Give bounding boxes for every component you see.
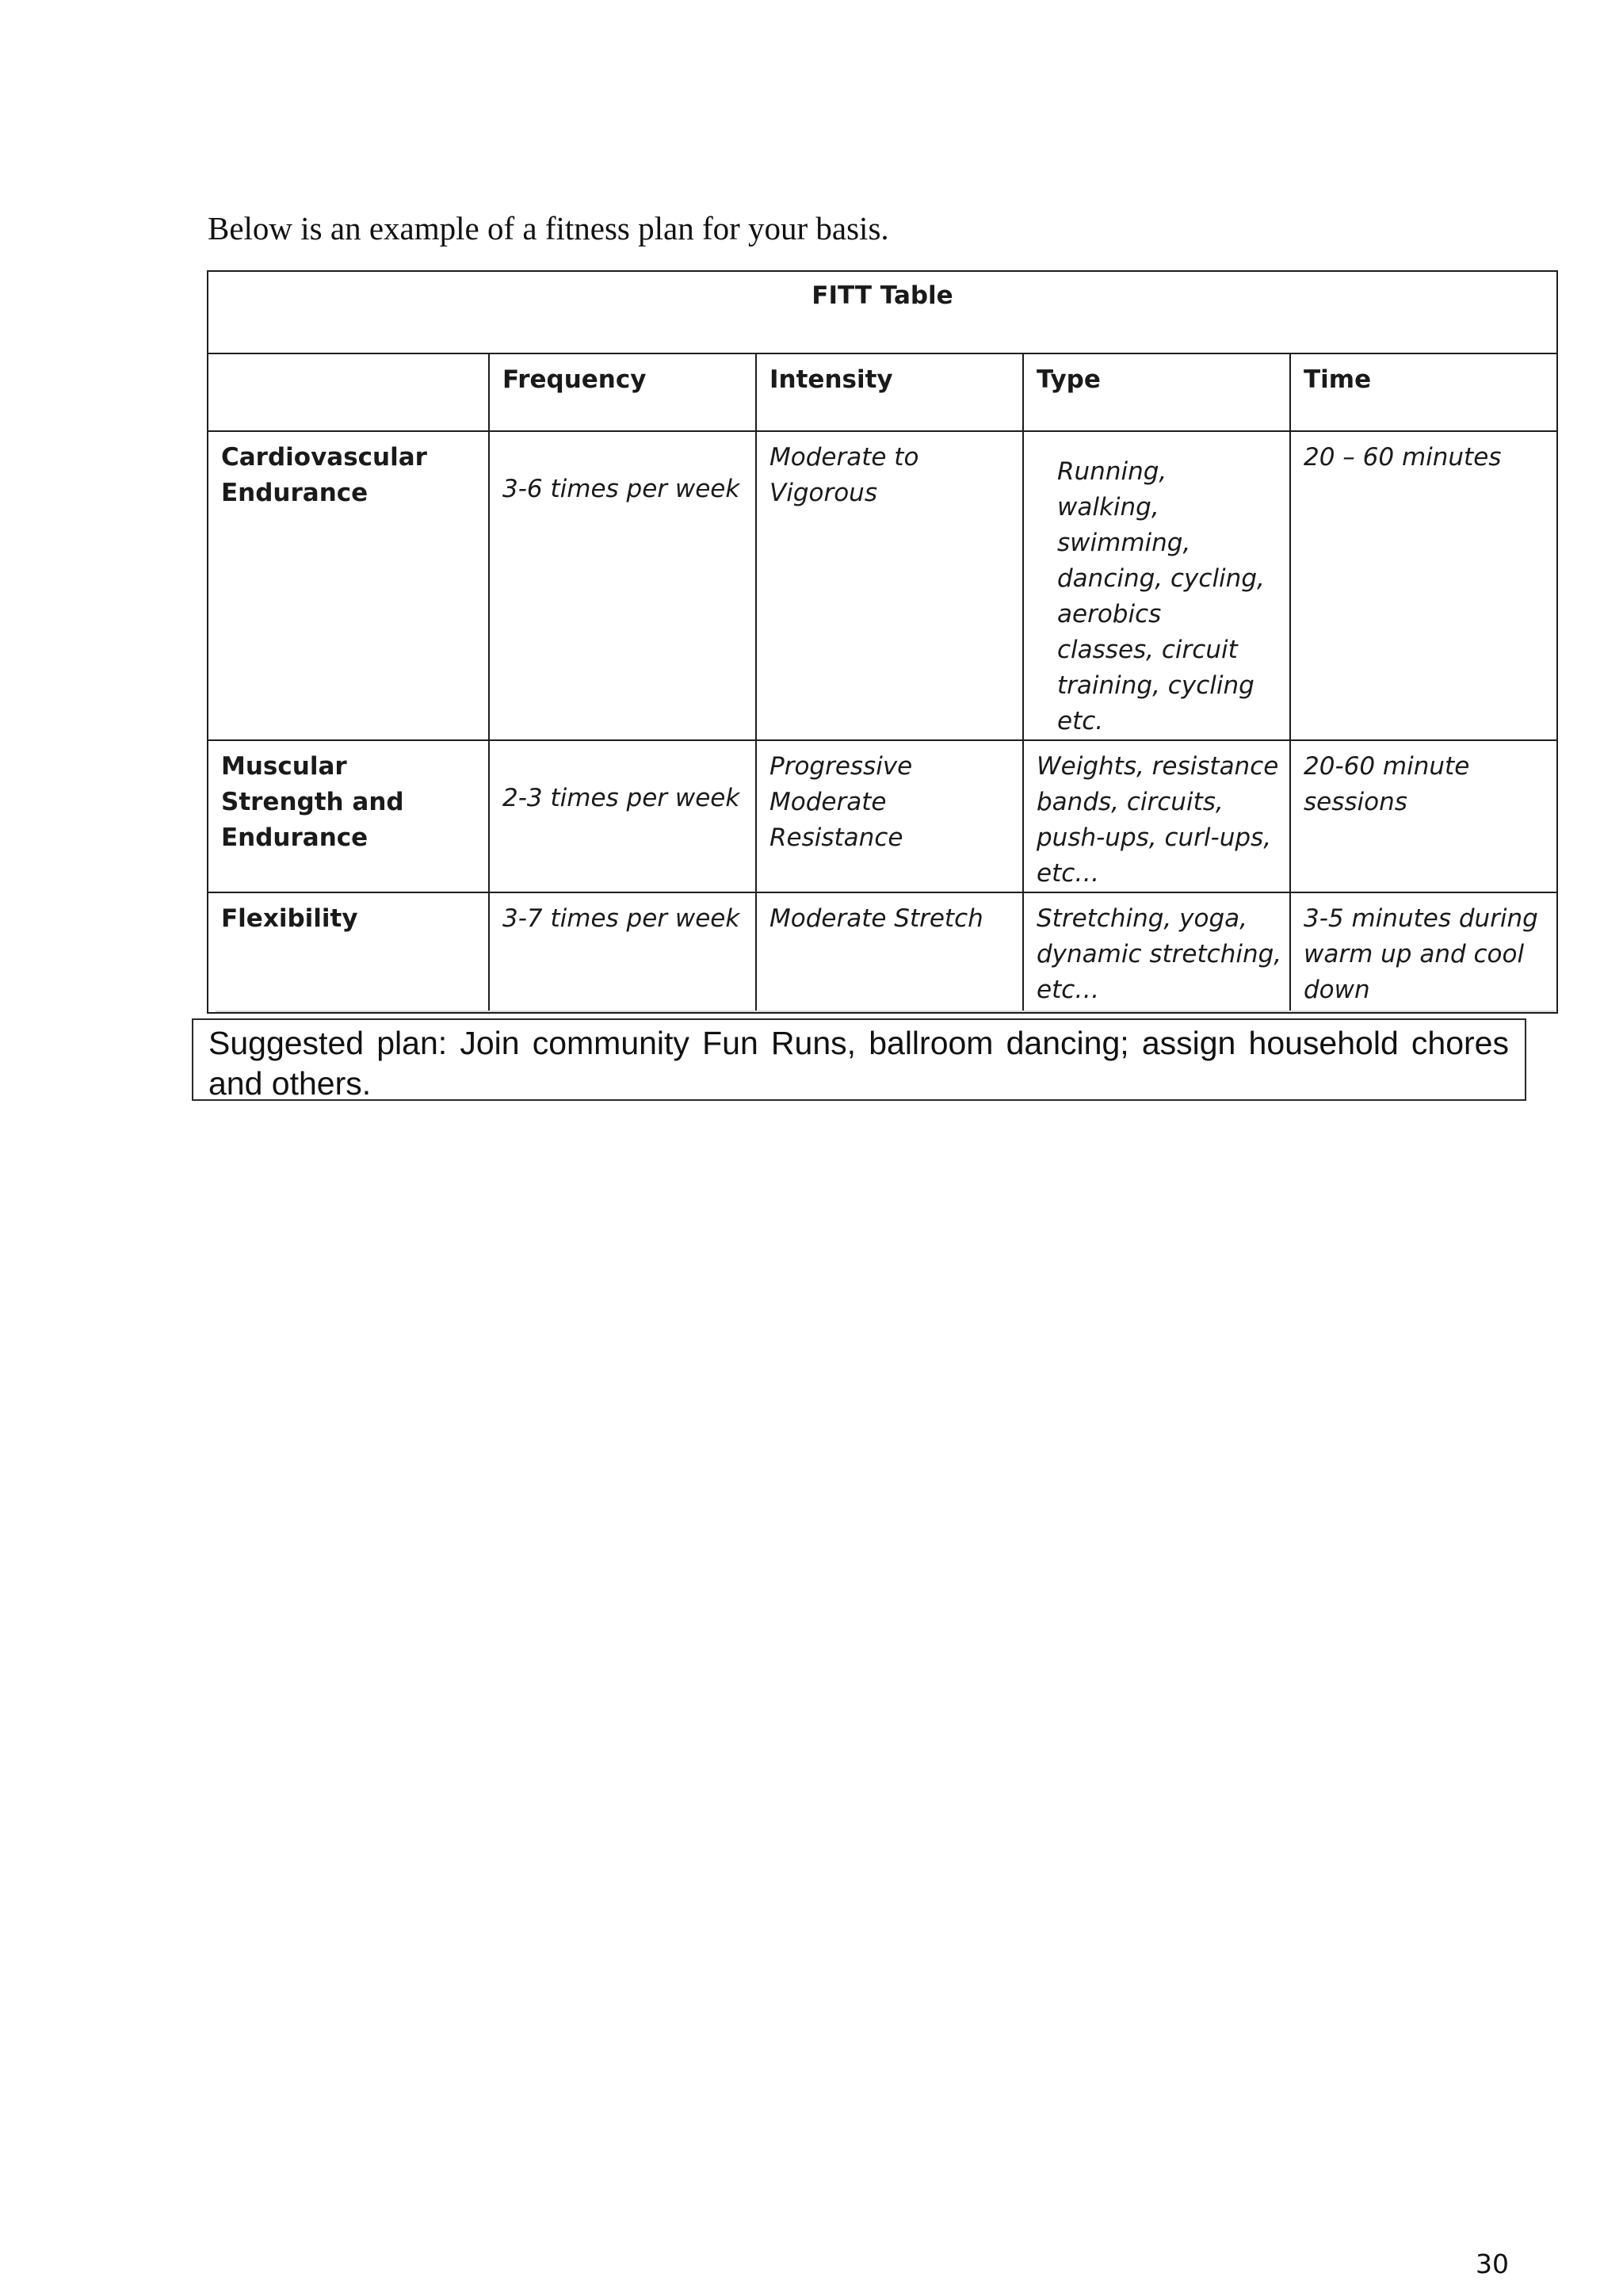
table-row xyxy=(208,431,1557,740)
fitt-table xyxy=(207,270,1558,1014)
table-row xyxy=(208,892,1557,1013)
frequency-cell: 3-7 times per week xyxy=(489,892,756,1013)
time-cell: 20 – 60 minutes xyxy=(1290,431,1557,740)
time-cell: 3-5 minutes during warm up and cool down xyxy=(1290,892,1557,1013)
suggested-plan-box: Suggested plan: Join community Fun Runs, ballroom dancing; assign household chores and others. xyxy=(192,1018,1526,1101)
page-number: 30 xyxy=(1476,2248,1509,2279)
intensity-cell: Progressive Moderate Resistance xyxy=(756,740,1023,892)
intensity-cell: Moderate Stretch xyxy=(756,892,1023,1013)
table-header-row xyxy=(208,353,1557,431)
type-cell: Stretching, yoga, dynamic stretching, etc… xyxy=(1023,892,1290,1013)
header-intensity: Intensity xyxy=(756,353,1023,431)
frequency-cell: 3-6 times per week xyxy=(489,431,756,740)
frequency-cell: 2-3 times per week xyxy=(489,740,756,892)
divider xyxy=(216,1010,1555,1012)
row-label: Flexibility xyxy=(208,892,489,1013)
type-cell: Running, walking, swimming, dancing, cycling, aerobics classes, circuit training, cycling etc. xyxy=(1023,431,1290,740)
intro-text: Below is an example of a fitness plan for your basis. xyxy=(208,210,889,246)
header-empty xyxy=(208,353,489,431)
row-label: Muscular Strength and Endurance xyxy=(208,740,489,892)
intensity-cell: Moderate to Vigorous xyxy=(756,431,1023,740)
row-label: Cardiovascular Endurance xyxy=(208,431,489,740)
time-cell: 20-60 minute sessions xyxy=(1290,740,1557,892)
header-frequency: Frequency xyxy=(489,353,756,431)
table-title-row xyxy=(208,271,1557,353)
header-time: Time xyxy=(1290,353,1557,431)
type-cell: Weights, resistance bands, circuits, push-ups, curl-ups, etc… xyxy=(1023,740,1290,892)
table-row xyxy=(208,740,1557,892)
table-title: FITT Table xyxy=(208,271,1557,353)
header-type: Type xyxy=(1023,353,1290,431)
